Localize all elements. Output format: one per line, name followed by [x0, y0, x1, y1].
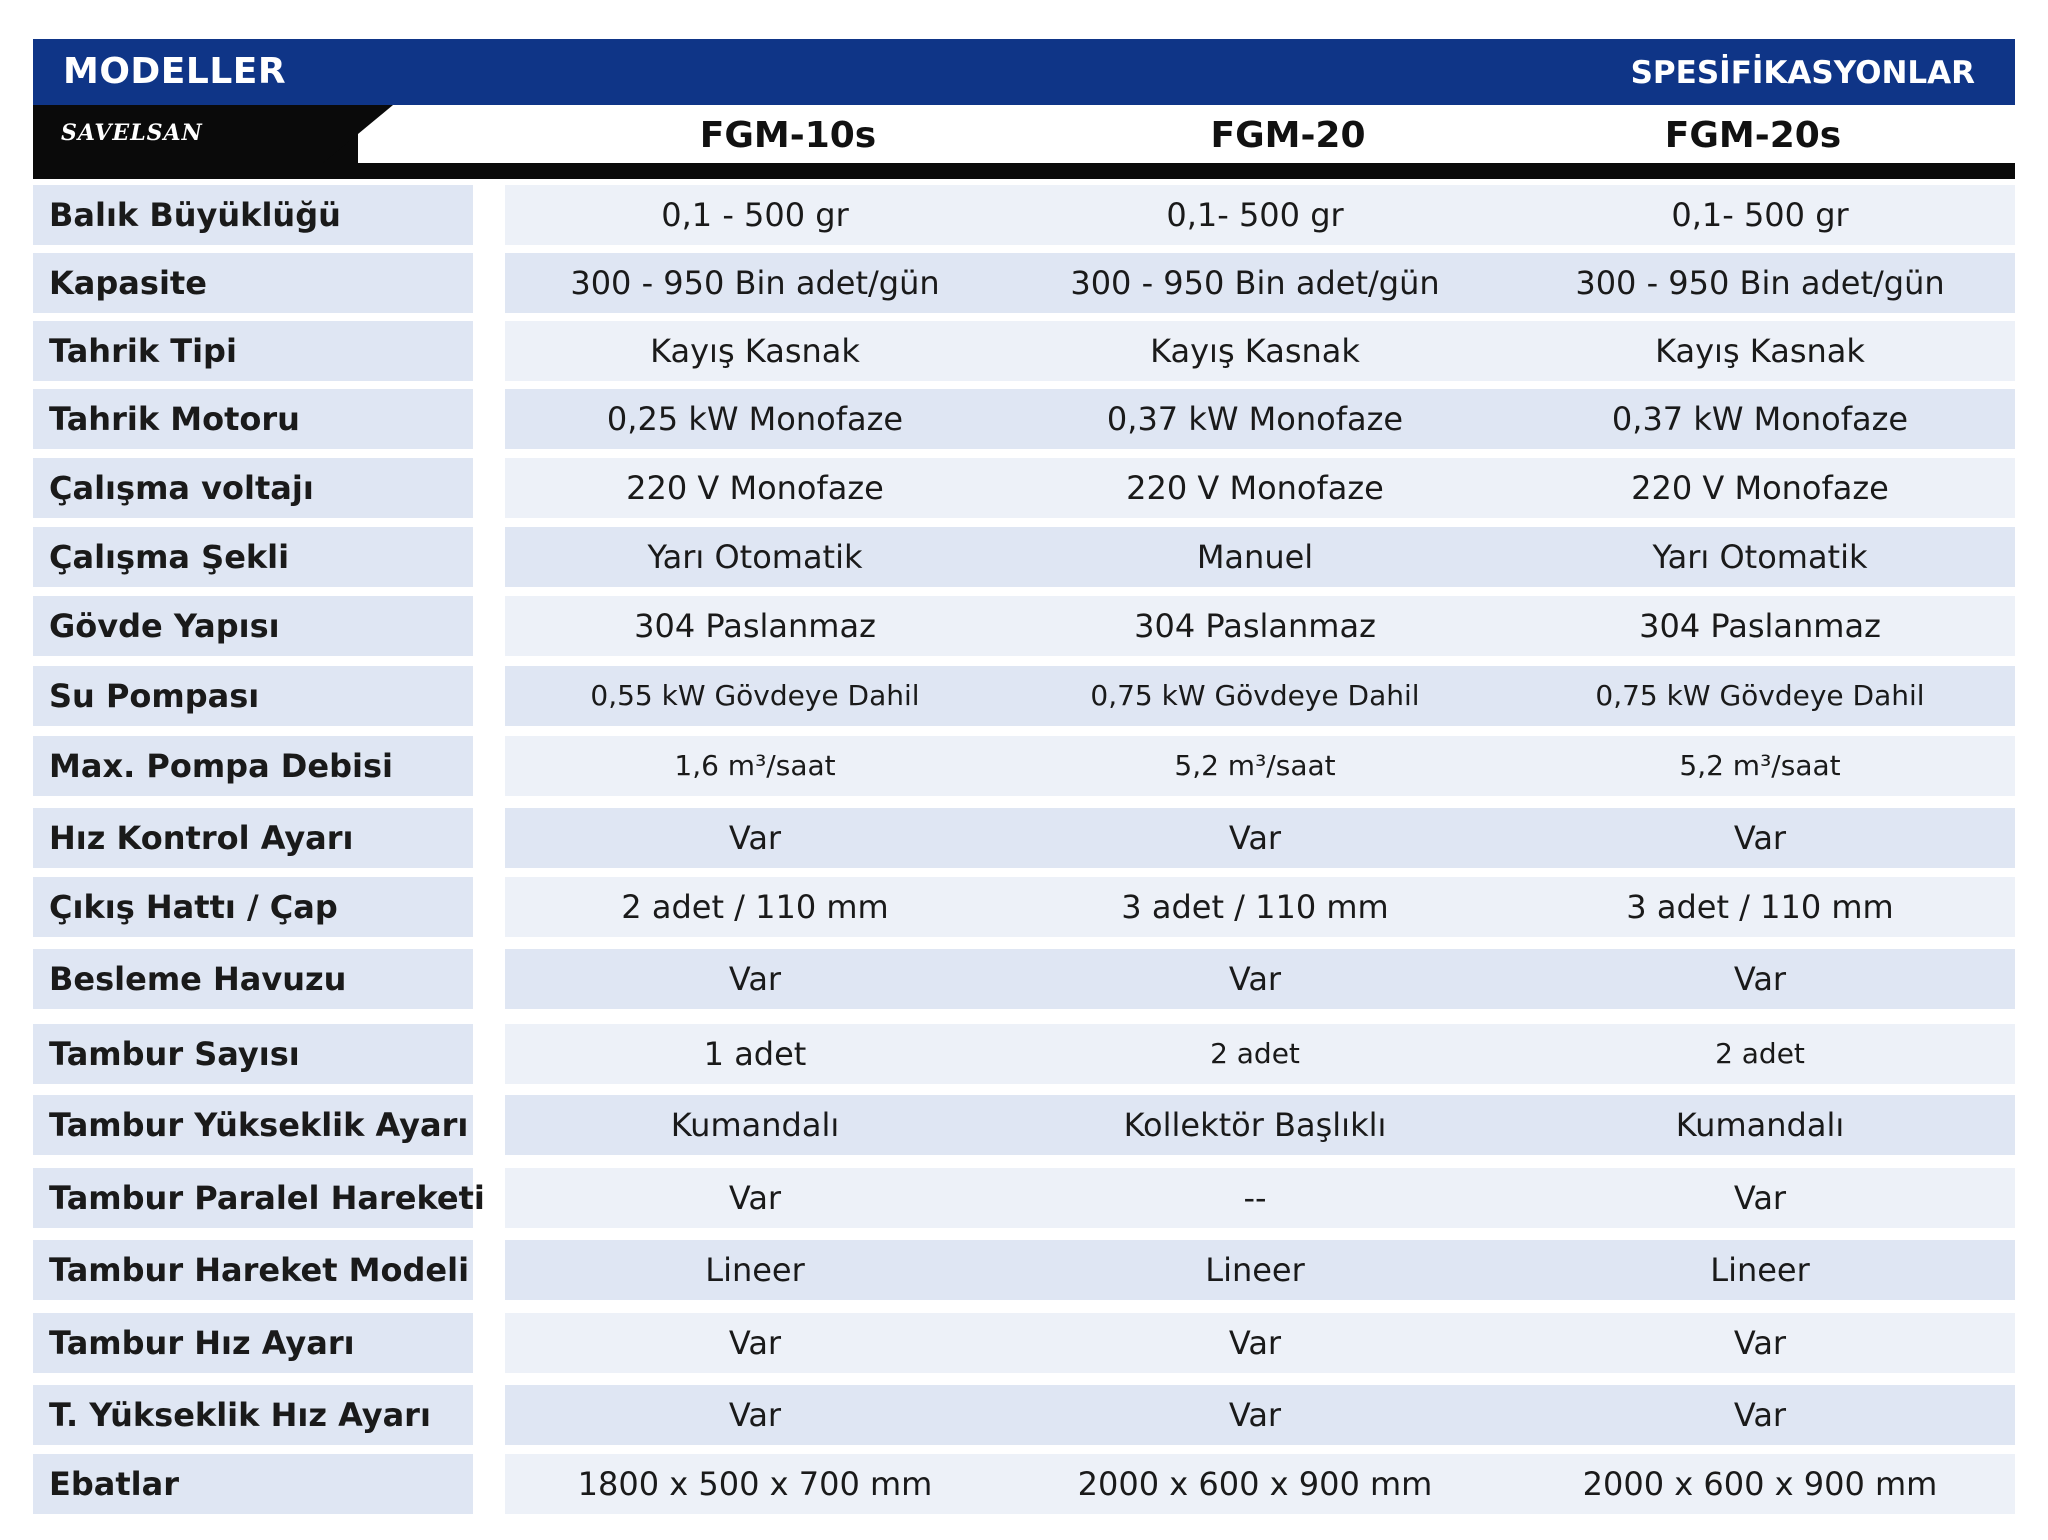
spec-value-model-3: 220 V Monofaze — [1631, 469, 1889, 507]
spec-value-model-3: 304 Paslanmaz — [1639, 607, 1881, 645]
spec-row — [33, 458, 2015, 518]
specifications-title: SPESİFİKASYONLAR — [1630, 55, 1975, 91]
model-name-3: FGM-20s — [1664, 115, 1842, 156]
spec-label: Çalışma Şekli — [33, 527, 473, 587]
spec-value-model-2: 2 adet — [1210, 1037, 1300, 1070]
spec-value-model-3: Kayış Kasnak — [1655, 332, 1865, 370]
spec-value-model-3: 300 - 950 Bin adet/gün — [1575, 264, 1945, 302]
spec-values — [505, 1454, 2015, 1514]
spec-value-model-3: Yarı Otomatik — [1652, 538, 1868, 576]
spec-value-model-1: 300 - 950 Bin adet/gün — [570, 264, 940, 302]
spec-row — [33, 808, 2015, 868]
spec-values — [505, 736, 2015, 796]
spec-value-model-1: Kayış Kasnak — [650, 332, 860, 370]
spec-value-model-2: Var — [1228, 1324, 1282, 1362]
spec-values — [505, 253, 2015, 313]
spec-value-model-1: 220 V Monofaze — [626, 469, 884, 507]
spec-label: Tambur Hareket Modeli — [33, 1240, 473, 1300]
spec-value-model-2: Var — [1228, 819, 1282, 857]
spec-row — [33, 527, 2015, 587]
spec-value-model-2: 304 Paslanmaz — [1134, 607, 1376, 645]
spec-label: Tambur Sayısı — [33, 1024, 473, 1084]
spec-values — [505, 1168, 2015, 1228]
spec-value-model-1: 0,55 kW Gövdeye Dahil — [590, 679, 920, 712]
spec-value-model-3: 2000 x 600 x 900 mm — [1582, 1465, 1938, 1503]
spec-value-model-2: 0,37 kW Monofaze — [1106, 400, 1404, 438]
spec-value-model-1: 1,6 m³/saat — [674, 749, 836, 782]
spec-value-model-2: 0,1- 500 gr — [1166, 196, 1344, 234]
spec-values — [505, 1313, 2015, 1373]
spec-label: Hız Kontrol Ayarı — [33, 808, 473, 868]
spec-value-model-1: 0,1 - 500 gr — [661, 196, 849, 234]
spec-values — [505, 321, 2015, 381]
spec-row — [33, 877, 2015, 937]
brand-notch — [323, 105, 393, 163]
spec-label: Tambur Paralel Hareketi — [33, 1168, 473, 1228]
spec-label: Gövde Yapısı — [33, 596, 473, 656]
spec-label: Çıkış Hattı / Çap — [33, 877, 473, 937]
spec-value-model-1: Var — [728, 819, 782, 857]
spec-row — [33, 1313, 2015, 1373]
spec-values — [505, 666, 2015, 726]
spec-values — [505, 389, 2015, 449]
spec-value-model-3: Var — [1733, 1324, 1787, 1362]
spec-values — [505, 1095, 2015, 1155]
spec-label: Çalışma voltajı — [33, 458, 473, 518]
spec-row — [33, 666, 2015, 726]
spec-value-model-3: 2 adet — [1715, 1037, 1805, 1070]
spec-label: Max. Pompa Debisi — [33, 736, 473, 796]
spec-value-model-3: 0,75 kW Gövdeye Dahil — [1595, 679, 1925, 712]
spec-label: Balık Büyüklüğü — [33, 185, 473, 245]
spec-value-model-3: Lineer — [1710, 1251, 1810, 1289]
spec-values — [505, 949, 2015, 1009]
spec-value-model-1: 304 Paslanmaz — [634, 607, 876, 645]
spec-row — [33, 736, 2015, 796]
spec-value-model-1: Var — [728, 960, 782, 998]
spec-value-model-3: Var — [1733, 1396, 1787, 1434]
spec-value-model-3: Var — [1733, 1179, 1787, 1217]
spec-row — [33, 389, 2015, 449]
spec-value-model-1: 1 adet — [703, 1035, 807, 1073]
spec-label: Tambur Yükseklik Ayarı — [33, 1095, 473, 1155]
spec-value-model-1: Var — [728, 1179, 782, 1217]
spec-value-model-1: Var — [728, 1396, 782, 1434]
model-name-1: FGM-10s — [699, 115, 877, 156]
spec-value-model-2: 3 adet / 110 mm — [1121, 888, 1389, 926]
header-bar — [33, 39, 2015, 105]
spec-row — [33, 1385, 2015, 1445]
spec-values — [505, 527, 2015, 587]
spec-value-model-2: 220 V Monofaze — [1126, 469, 1384, 507]
spec-label: T. Yükseklik Hız Ayarı — [33, 1385, 473, 1445]
spec-values — [505, 458, 2015, 518]
spec-values — [505, 185, 2015, 245]
brand-block — [33, 105, 358, 163]
spec-value-model-2: Kollektör Başlıklı — [1123, 1106, 1387, 1144]
spec-label: Tahrik Tipi — [33, 321, 473, 381]
spec-label: Ebatlar — [33, 1454, 473, 1514]
spec-value-model-1: Kumandalı — [670, 1106, 840, 1144]
spec-row — [33, 1024, 2015, 1084]
spec-row — [33, 596, 2015, 656]
models-title: MODELLER — [63, 51, 287, 92]
spec-value-model-2: -- — [1243, 1179, 1267, 1217]
spec-label: Kapasite — [33, 253, 473, 313]
spec-value-model-2: 300 - 950 Bin adet/gün — [1070, 264, 1440, 302]
spec-value-model-3: Kumandalı — [1675, 1106, 1845, 1144]
spec-value-model-2: Kayış Kasnak — [1150, 332, 1360, 370]
spec-value-model-2: 5,2 m³/saat — [1174, 749, 1336, 782]
spec-value-model-2: 0,75 kW Gövdeye Dahil — [1090, 679, 1420, 712]
header-divider — [33, 163, 2015, 179]
spec-row — [33, 949, 2015, 1009]
spec-row — [33, 1454, 2015, 1514]
spec-value-model-3: Var — [1733, 960, 1787, 998]
spec-values — [505, 1024, 2015, 1084]
spec-row — [33, 185, 2015, 245]
spec-value-model-1: Yarı Otomatik — [647, 538, 863, 576]
spec-value-model-1: Lineer — [705, 1251, 805, 1289]
spec-values — [505, 1240, 2015, 1300]
spec-label: Su Pompası — [33, 666, 473, 726]
spec-value-model-3: Var — [1733, 819, 1787, 857]
spec-label: Besleme Havuzu — [33, 949, 473, 1009]
spec-value-model-1: Var — [728, 1324, 782, 1362]
spec-value-model-3: 3 adet / 110 mm — [1626, 888, 1894, 926]
spec-value-model-2: Manuel — [1196, 538, 1314, 576]
spec-value-model-1: 0,25 kW Monofaze — [606, 400, 904, 438]
spec-row — [33, 1095, 2015, 1155]
spec-values — [505, 877, 2015, 937]
spec-values — [505, 808, 2015, 868]
spec-row — [33, 253, 2015, 313]
spec-value-model-2: Lineer — [1205, 1251, 1305, 1289]
spec-value-model-1: 2 adet / 110 mm — [621, 888, 889, 926]
spec-row — [33, 1240, 2015, 1300]
spec-values — [505, 1385, 2015, 1445]
spec-value-model-2: Var — [1228, 1396, 1282, 1434]
spec-value-model-2: 2000 x 600 x 900 mm — [1077, 1465, 1433, 1503]
spec-value-model-3: 5,2 m³/saat — [1679, 749, 1841, 782]
brand-logo: SAVELSAN — [61, 120, 203, 146]
spec-label: Tambur Hız Ayarı — [33, 1313, 473, 1373]
spec-values — [505, 596, 2015, 656]
model-header-row — [33, 105, 2015, 163]
model-name-2: FGM-20 — [1210, 115, 1366, 156]
spec-value-model-3: 0,37 kW Monofaze — [1611, 400, 1909, 438]
spec-row — [33, 1168, 2015, 1228]
spec-label: Tahrik Motoru — [33, 389, 473, 449]
spec-row — [33, 321, 2015, 381]
spec-value-model-2: Var — [1228, 960, 1282, 998]
spec-value-model-3: 0,1- 500 gr — [1671, 196, 1849, 234]
spec-value-model-1: 1800 x 500 x 700 mm — [577, 1465, 933, 1503]
